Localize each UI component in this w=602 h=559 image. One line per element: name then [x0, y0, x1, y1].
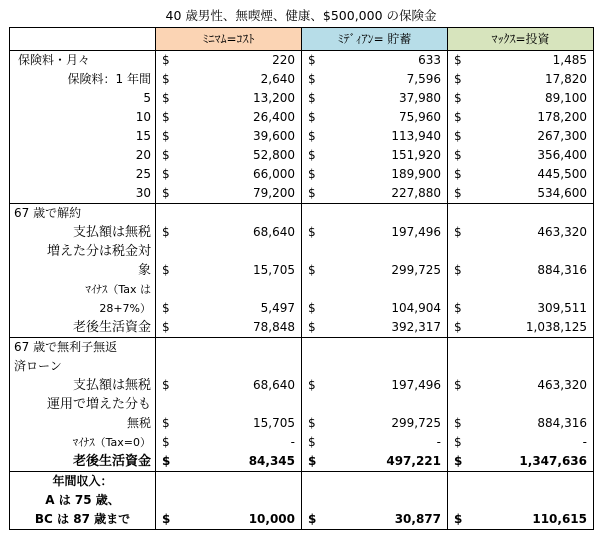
row-label: 支払額は無税 — [10, 376, 156, 395]
cell-value: 113,940 — [322, 127, 448, 146]
row-label: ﾏｲﾅｽ（Tax は — [10, 280, 156, 299]
currency-sign: $ — [448, 184, 468, 204]
cell-value: 37,980 — [322, 89, 448, 108]
currency-sign: $ — [454, 378, 462, 392]
cell-value: 52,800 — [176, 146, 302, 165]
column-header-median: ﾐﾃﾞｨｱﾝ= 貯蓄 — [302, 28, 448, 51]
cell-value: 534,600 — [468, 184, 594, 204]
cell-value: 68,640 — [176, 223, 302, 242]
currency-sign: $ — [308, 225, 316, 239]
row-label: 増えた分は税金対 — [10, 242, 156, 261]
currency-sign: $ — [156, 452, 176, 472]
column-header-max: ﾏｯｸｽ=投資 — [448, 28, 594, 51]
cell-value: 197,496 — [322, 223, 448, 242]
row-label: 運用で増えた分も — [10, 395, 156, 414]
row-label: 老後生活資金 — [10, 452, 156, 472]
currency-sign: $ — [162, 148, 170, 162]
currency-sign: $ — [308, 435, 316, 449]
currency-sign: $ — [454, 53, 462, 67]
currency-sign: $ — [302, 318, 322, 338]
currency-sign: $ — [162, 167, 170, 181]
table-row — [10, 165, 594, 184]
cell-value: 299,725 — [322, 261, 448, 280]
cell-value: 197,496 — [322, 376, 448, 395]
table-row — [10, 414, 594, 433]
row-label: 25 — [10, 165, 156, 184]
row-label: 無税 — [10, 414, 156, 433]
table-row — [10, 184, 594, 204]
cell-value: 78,848 — [176, 318, 302, 338]
currency-sign: $ — [454, 148, 462, 162]
cell-value: 39,600 — [176, 127, 302, 146]
table-row — [10, 376, 594, 395]
table-row — [10, 357, 594, 376]
currency-sign: $ — [454, 129, 462, 143]
cell-value: 178,200 — [468, 108, 594, 127]
currency-sign: $ — [156, 510, 176, 530]
table-row — [10, 318, 594, 338]
currency-sign: $ — [156, 184, 176, 204]
cell-value: 392,317 — [322, 318, 448, 338]
currency-sign: $ — [454, 416, 462, 430]
cell-value: - — [468, 433, 594, 452]
cell-value: 884,316 — [468, 414, 594, 433]
cell-value: 1,485 — [468, 51, 594, 71]
cell-value: 151,920 — [322, 146, 448, 165]
cell-value: 84,345 — [176, 452, 302, 472]
currency-sign: $ — [308, 416, 316, 430]
currency-sign: $ — [162, 378, 170, 392]
cell-value: 220 — [176, 51, 302, 71]
cell-value: 463,320 — [468, 223, 594, 242]
currency-sign: $ — [448, 452, 468, 472]
cell-value: 10,000 — [176, 510, 302, 530]
currency-sign: $ — [308, 53, 316, 67]
table-row — [10, 146, 594, 165]
row-label: 象 — [10, 261, 156, 280]
cell-value: 227,880 — [322, 184, 448, 204]
currency-sign: $ — [454, 110, 462, 124]
table-row — [10, 472, 594, 492]
currency-sign: $ — [454, 435, 462, 449]
currency-sign: $ — [162, 225, 170, 239]
row-label: 老後生活資金 — [10, 318, 156, 338]
cell-value: - — [322, 433, 448, 452]
table-row — [10, 452, 594, 472]
row-label: 年間収入： — [10, 472, 156, 492]
cell-value: 13,200 — [176, 89, 302, 108]
cell-value: 79,200 — [176, 184, 302, 204]
section-heading: 67 歳で解約 — [10, 204, 156, 224]
row-label: 保険料・月々 — [10, 51, 156, 71]
table-row — [10, 51, 594, 71]
cell-value: 15,705 — [176, 261, 302, 280]
cell-value: 189,900 — [322, 165, 448, 184]
row-label: A は 75 歳、 — [10, 491, 156, 510]
table-row — [10, 242, 594, 261]
currency-sign: $ — [308, 263, 316, 277]
currency-sign: $ — [162, 435, 170, 449]
row-label: 30 — [10, 184, 156, 204]
cell-value: - — [176, 433, 302, 452]
cell-value: 7,596 — [322, 70, 448, 89]
currency-sign: $ — [162, 301, 170, 315]
currency-sign: $ — [162, 416, 170, 430]
cell-value: 884,316 — [468, 261, 594, 280]
cell-value: 1,038,125 — [468, 318, 594, 338]
currency-sign: $ — [162, 53, 170, 67]
currency-sign: $ — [302, 452, 322, 472]
currency-sign: $ — [448, 318, 468, 338]
currency-sign: $ — [448, 510, 468, 530]
table-row — [10, 280, 594, 299]
currency-sign: $ — [454, 91, 462, 105]
table-row — [10, 204, 594, 224]
page-title: 40 歳男性、無喫煙、健康、$500,000 の保険金 — [165, 8, 437, 23]
row-label: 28+7%） — [10, 299, 156, 318]
table-row — [10, 261, 594, 280]
header-row — [10, 28, 594, 51]
table-row — [10, 127, 594, 146]
cell-value: 30,877 — [322, 510, 448, 530]
currency-sign: $ — [308, 72, 316, 86]
cell-value: 5,497 — [176, 299, 302, 318]
cell-value: 267,300 — [468, 127, 594, 146]
row-label: 20 — [10, 146, 156, 165]
table-row — [10, 491, 594, 510]
row-label: ﾏｲﾅｽ（Tax=0） — [10, 433, 156, 452]
row-label: 5 — [10, 89, 156, 108]
cell-value: 75,960 — [322, 108, 448, 127]
currency-sign: $ — [308, 129, 316, 143]
header-blank — [10, 28, 156, 51]
cell-value: 445,500 — [468, 165, 594, 184]
currency-sign: $ — [302, 184, 322, 204]
currency-sign: $ — [162, 129, 170, 143]
cell-value: 299,725 — [322, 414, 448, 433]
currency-sign: $ — [454, 301, 462, 315]
section-heading: 67 歳で無利子無返 — [10, 338, 156, 358]
currency-sign: $ — [308, 378, 316, 392]
table-row — [10, 395, 594, 414]
row-label: BC は 87 歳まで — [10, 510, 156, 530]
currency-sign: $ — [302, 510, 322, 530]
row-label: 支払額は無税 — [10, 223, 156, 242]
currency-sign: $ — [156, 318, 176, 338]
table-row — [10, 338, 594, 358]
currency-sign: $ — [308, 91, 316, 105]
cell-value: 15,705 — [176, 414, 302, 433]
row-label: 15 — [10, 127, 156, 146]
section-heading: 済ローン — [10, 357, 156, 376]
cell-value: 356,400 — [468, 146, 594, 165]
currency-sign: $ — [308, 167, 316, 181]
cell-value: 1,347,636 — [468, 452, 594, 472]
cell-value: 633 — [322, 51, 448, 71]
cell-value: 66,000 — [176, 165, 302, 184]
cell-value: 463,320 — [468, 376, 594, 395]
column-header-minimum: ﾐﾆﾏﾑ=ｺｽﾄ — [156, 28, 302, 51]
cell-value: 2,640 — [176, 70, 302, 89]
table-row — [10, 299, 594, 318]
cell-value: 17,820 — [468, 70, 594, 89]
currency-sign: $ — [308, 110, 316, 124]
currency-sign: $ — [162, 263, 170, 277]
table-row — [10, 89, 594, 108]
row-label: 10 — [10, 108, 156, 127]
cell-value: 309,511 — [468, 299, 594, 318]
table-row — [10, 108, 594, 127]
cell-value: 89,100 — [468, 89, 594, 108]
cell-value: 26,400 — [176, 108, 302, 127]
currency-sign: $ — [162, 110, 170, 124]
currency-sign: $ — [308, 148, 316, 162]
table-row — [10, 433, 594, 452]
table-row — [10, 70, 594, 89]
currency-sign: $ — [162, 72, 170, 86]
cell-value: 497,221 — [322, 452, 448, 472]
insurance-comparison-table — [9, 27, 594, 530]
row-label: 保険料：1 年間 — [10, 70, 156, 89]
currency-sign: $ — [454, 225, 462, 239]
currency-sign: $ — [308, 301, 316, 315]
cell-value: 68,640 — [176, 376, 302, 395]
cell-value: 110,615 — [468, 510, 594, 530]
table-row — [10, 510, 594, 530]
currency-sign: $ — [454, 72, 462, 86]
cell-value: 104,904 — [322, 299, 448, 318]
table-row — [10, 223, 594, 242]
currency-sign: $ — [454, 167, 462, 181]
currency-sign: $ — [454, 263, 462, 277]
currency-sign: $ — [162, 91, 170, 105]
